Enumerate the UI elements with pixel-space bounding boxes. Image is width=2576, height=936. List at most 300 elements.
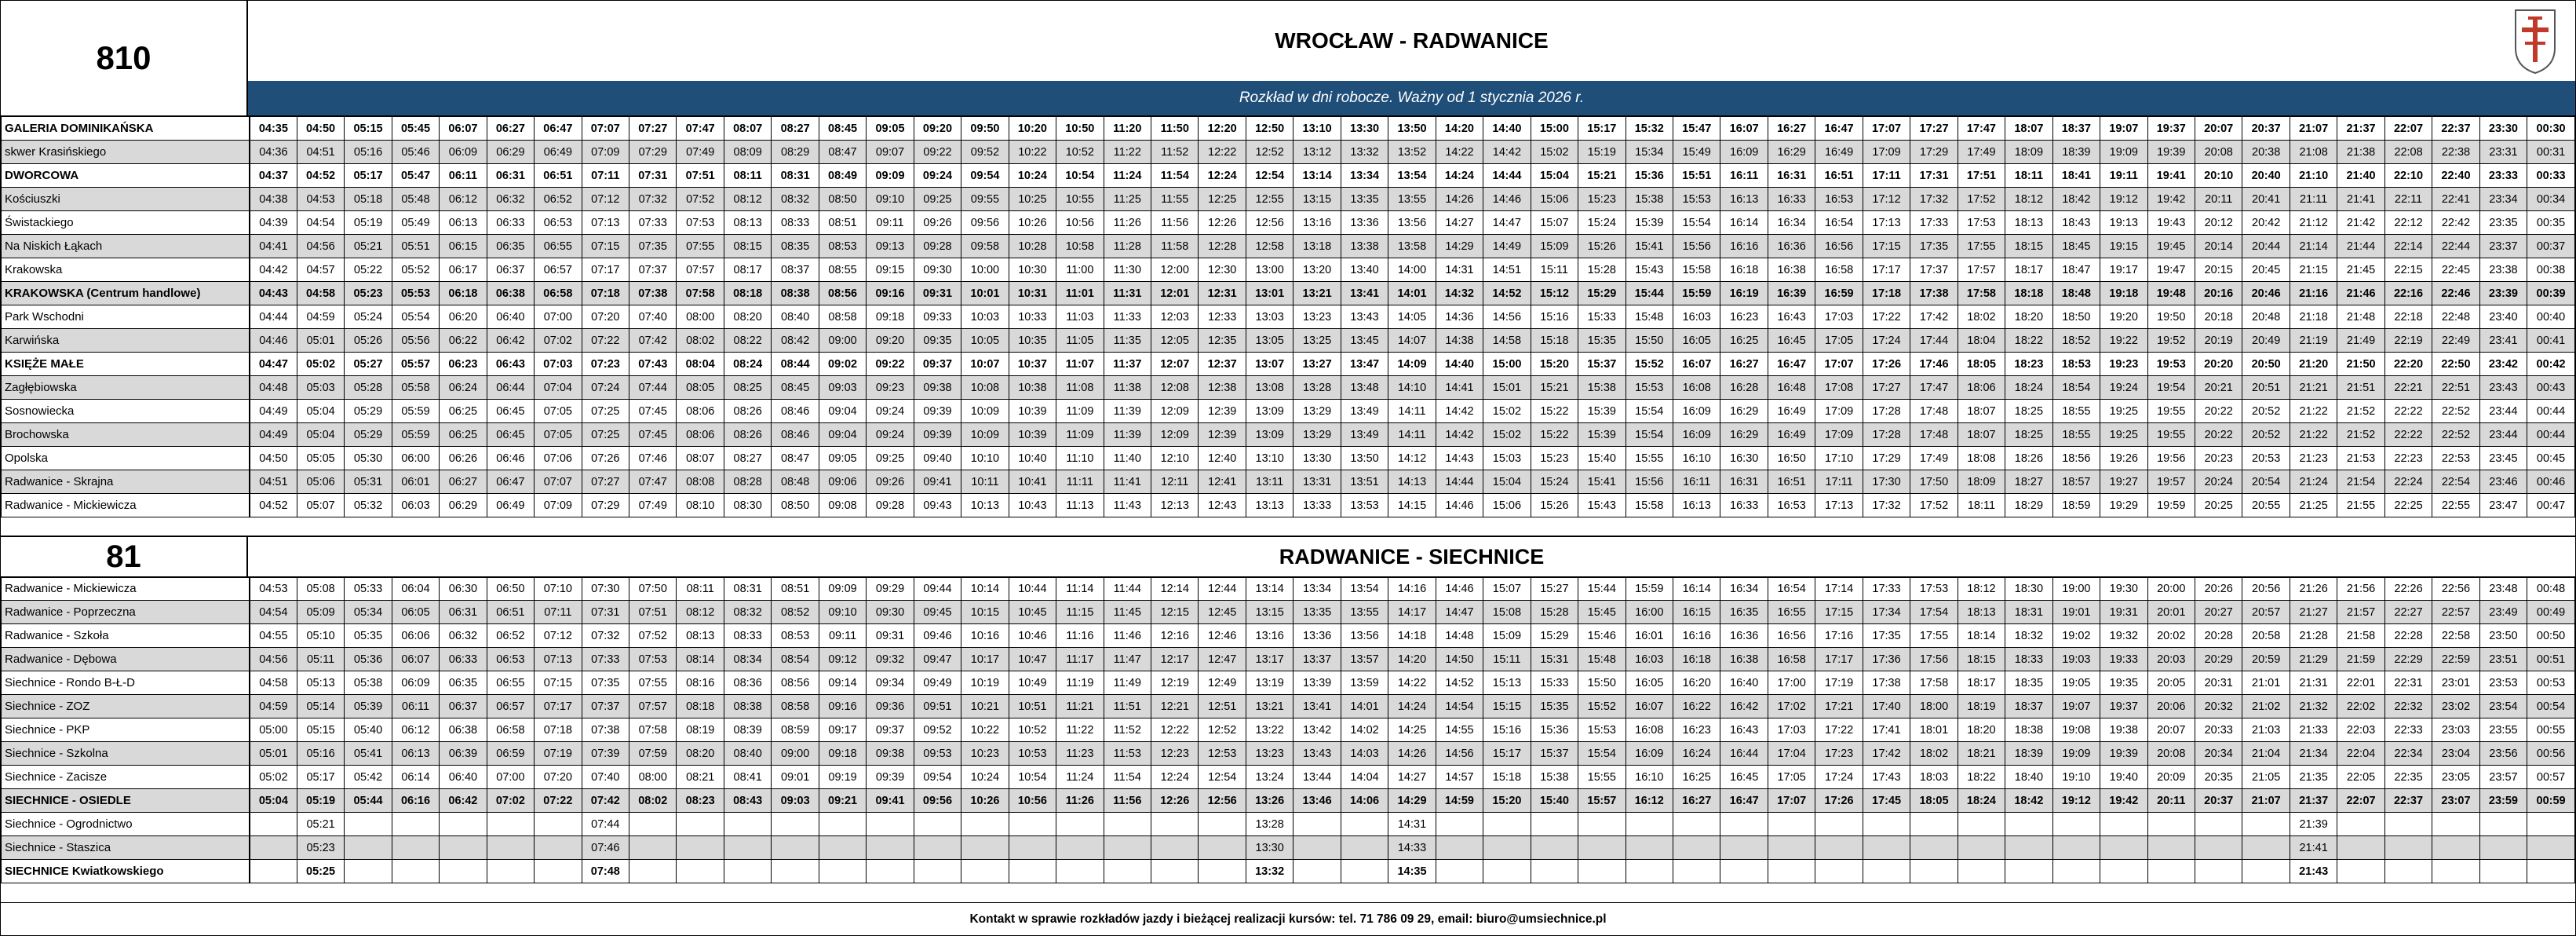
departure-time: 09:11 xyxy=(819,624,866,648)
departure-time: 21:22 xyxy=(2290,423,2337,447)
departure-time: 16:50 xyxy=(1768,447,1815,470)
departure-time: 06:29 xyxy=(440,494,487,517)
departure-time: 13:30 xyxy=(1293,447,1341,470)
departure-time: 14:09 xyxy=(1388,353,1436,376)
departure-time: 06:43 xyxy=(487,353,534,376)
departure-time: 16:13 xyxy=(1673,494,1720,517)
departure-time: 13:35 xyxy=(1341,188,1388,211)
departure-time: 06:15 xyxy=(440,235,487,258)
departure-time: 06:55 xyxy=(535,235,582,258)
departure-time: 17:27 xyxy=(1910,117,1958,141)
departure-time: 17:54 xyxy=(1910,601,1958,624)
departure-time: 05:16 xyxy=(297,742,344,766)
departure-time: 19:37 xyxy=(2100,695,2147,718)
departure-time: 13:56 xyxy=(1341,624,1388,648)
departure-time: 16:55 xyxy=(1768,601,1815,624)
departure-time: 13:29 xyxy=(1293,400,1341,423)
departure-time: 17:47 xyxy=(1958,117,2005,141)
departure-time: 06:46 xyxy=(487,447,534,470)
departure-time: 14:22 xyxy=(1388,671,1436,695)
departure-time: 17:08 xyxy=(1815,376,1863,400)
departure-time: 21:24 xyxy=(2290,470,2337,494)
departure-time: 06:49 xyxy=(487,494,534,517)
departure-time: 19:41 xyxy=(2147,164,2195,188)
departure-time: 13:50 xyxy=(1341,447,1388,470)
departure-time xyxy=(1958,813,2005,836)
departure-time: 15:43 xyxy=(1626,258,1673,282)
departure-time: 14:49 xyxy=(1483,235,1531,258)
departure-time: 06:00 xyxy=(392,447,439,470)
departure-time: 19:23 xyxy=(2100,353,2147,376)
departure-time: 06:45 xyxy=(487,400,534,423)
departure-time: 10:58 xyxy=(1056,235,1104,258)
departure-time: 10:30 xyxy=(1009,258,1056,282)
departure-time: 08:20 xyxy=(677,742,724,766)
departure-time: 16:07 xyxy=(1626,695,1673,718)
departure-time: 11:44 xyxy=(1104,577,1151,601)
departure-time: 07:17 xyxy=(582,258,629,282)
departure-time: 18:08 xyxy=(1958,447,2005,470)
departure-time: 09:36 xyxy=(867,695,914,718)
departure-time: 13:23 xyxy=(1293,305,1341,329)
departure-time: 15:16 xyxy=(1531,305,1578,329)
departure-time xyxy=(2147,813,2195,836)
departure-time: 17:56 xyxy=(1910,648,1958,671)
departure-time: 14:22 xyxy=(1436,141,1483,164)
departure-time: 16:34 xyxy=(1720,577,1768,601)
departure-time: 08:27 xyxy=(724,447,771,470)
departure-time: 14:47 xyxy=(1483,211,1531,235)
departure-time: 13:57 xyxy=(1341,648,1388,671)
departure-time xyxy=(1863,836,1910,860)
departure-time: 13:09 xyxy=(1246,400,1293,423)
departure-time: 08:28 xyxy=(724,470,771,494)
departure-time: 08:35 xyxy=(772,235,819,258)
departure-time: 15:23 xyxy=(1531,447,1578,470)
departure-time: 13:24 xyxy=(1246,766,1293,789)
departure-time: 09:28 xyxy=(867,494,914,517)
departure-time: 08:11 xyxy=(677,577,724,601)
departure-time: 05:16 xyxy=(345,141,392,164)
departure-time: 10:37 xyxy=(1009,353,1056,376)
departure-time: 15:53 xyxy=(1673,188,1720,211)
departure-time: 04:36 xyxy=(250,141,297,164)
departure-time: 17:34 xyxy=(1863,601,1910,624)
departure-time: 15:44 xyxy=(1626,282,1673,305)
departure-time xyxy=(2384,836,2432,860)
departure-time: 23:35 xyxy=(2479,211,2527,235)
departure-time: 06:39 xyxy=(440,742,487,766)
departure-time: 15:18 xyxy=(1483,766,1531,789)
departure-time: 18:37 xyxy=(2052,117,2100,141)
departure-time: 21:59 xyxy=(2337,648,2384,671)
departure-time: 10:09 xyxy=(961,400,1009,423)
departure-time: 10:43 xyxy=(1009,494,1056,517)
departure-time: 11:22 xyxy=(1056,718,1104,742)
departure-time: 18:11 xyxy=(1958,494,2005,517)
departure-time xyxy=(1768,860,1815,883)
departure-time: 14:06 xyxy=(1341,789,1388,813)
stop-name: Siechnice - ZOZ xyxy=(2,695,250,718)
departure-time: 15:38 xyxy=(1578,376,1626,400)
departure-time: 22:37 xyxy=(2432,117,2479,141)
departure-time: 05:31 xyxy=(345,470,392,494)
stop-name: Na Niskich Łąkach xyxy=(2,235,250,258)
departure-time: 07:00 xyxy=(535,305,582,329)
departure-time xyxy=(1531,813,1578,836)
departure-time: 07:04 xyxy=(535,376,582,400)
stop-name: Brochowska xyxy=(2,423,250,447)
departure-time: 13:18 xyxy=(1293,235,1341,258)
departure-time: 08:29 xyxy=(772,141,819,164)
departure-time: 16:09 xyxy=(1626,742,1673,766)
departure-time: 10:26 xyxy=(961,789,1009,813)
departure-time: 14:27 xyxy=(1388,766,1436,789)
departure-time: 17:15 xyxy=(1815,601,1863,624)
departure-time: 15:45 xyxy=(1578,601,1626,624)
stop-name: Siechnice - Ogrodnictwo xyxy=(2,813,250,836)
departure-time xyxy=(1056,836,1104,860)
departure-time: 08:48 xyxy=(772,470,819,494)
departure-time xyxy=(1673,836,1720,860)
departure-time: 20:24 xyxy=(2195,470,2242,494)
table-row xyxy=(2,447,2575,470)
departure-time xyxy=(961,836,1009,860)
departure-time: 18:26 xyxy=(2005,447,2052,470)
departure-time: 05:01 xyxy=(297,329,344,353)
departure-time: 22:50 xyxy=(2432,353,2479,376)
departure-time: 08:21 xyxy=(677,766,724,789)
departure-time: 17:52 xyxy=(1958,188,2005,211)
departure-time: 06:20 xyxy=(440,305,487,329)
departure-time: 15:38 xyxy=(1531,766,1578,789)
departure-time: 16:28 xyxy=(1720,376,1768,400)
table-row xyxy=(2,766,2575,789)
departure-time: 16:49 xyxy=(1768,423,1815,447)
table-row xyxy=(2,376,2575,400)
departure-time: 21:03 xyxy=(2242,718,2290,742)
departure-time: 12:08 xyxy=(1151,376,1199,400)
departure-time: 06:14 xyxy=(392,766,439,789)
departure-time: 04:50 xyxy=(297,117,344,141)
departure-time: 09:03 xyxy=(819,376,866,400)
departure-time: 13:30 xyxy=(1341,117,1388,141)
departure-time: 13:37 xyxy=(1293,648,1341,671)
departure-time: 13:43 xyxy=(1293,742,1341,766)
departure-time: 19:37 xyxy=(2147,117,2195,141)
departure-time: 08:06 xyxy=(677,423,724,447)
departure-time: 14:00 xyxy=(1388,258,1436,282)
departure-time: 10:51 xyxy=(1009,695,1056,718)
departure-time: 17:24 xyxy=(1863,329,1910,353)
departure-time: 22:51 xyxy=(2432,376,2479,400)
departure-time: 18:35 xyxy=(2005,671,2052,695)
table-row xyxy=(2,813,2575,836)
departure-time: 11:39 xyxy=(1104,423,1151,447)
departure-time: 13:15 xyxy=(1246,601,1293,624)
departure-time: 11:56 xyxy=(1151,211,1199,235)
departure-time xyxy=(2005,836,2052,860)
departure-time: 06:18 xyxy=(440,282,487,305)
departure-time: 07:27 xyxy=(629,117,677,141)
table-row xyxy=(2,305,2575,329)
departure-time: 12:26 xyxy=(1199,211,1246,235)
departure-time: 21:18 xyxy=(2290,305,2337,329)
departure-time: 22:07 xyxy=(2384,117,2432,141)
table-row xyxy=(2,400,2575,423)
departure-time: 18:33 xyxy=(2005,648,2052,671)
departure-time: 08:12 xyxy=(724,188,771,211)
departure-time: 15:00 xyxy=(1483,353,1531,376)
departure-time: 13:41 xyxy=(1341,282,1388,305)
line1-timetable xyxy=(1,116,2575,517)
departure-time: 09:52 xyxy=(914,718,961,742)
departure-time: 21:34 xyxy=(2290,742,2337,766)
departure-time: 14:52 xyxy=(1483,282,1531,305)
departure-time: 15:22 xyxy=(1531,423,1578,447)
departure-time: 10:14 xyxy=(961,577,1009,601)
departure-time: 11:56 xyxy=(1104,789,1151,813)
departure-time: 10:35 xyxy=(1009,329,1056,353)
departure-time: 12:39 xyxy=(1199,400,1246,423)
departure-time: 23:04 xyxy=(2432,742,2479,766)
departure-time: 17:18 xyxy=(1863,282,1910,305)
departure-time: 08:15 xyxy=(724,235,771,258)
departure-time: 06:33 xyxy=(487,211,534,235)
departure-time: 13:39 xyxy=(1293,671,1341,695)
departure-time: 12:30 xyxy=(1199,258,1246,282)
departure-time: 08:54 xyxy=(772,648,819,671)
departure-time: 23:54 xyxy=(2479,695,2527,718)
departure-time: 08:33 xyxy=(772,211,819,235)
departure-time: 17:22 xyxy=(1815,718,1863,742)
departure-time xyxy=(2147,836,2195,860)
departure-time: 12:51 xyxy=(1199,695,1246,718)
departure-time: 05:15 xyxy=(345,117,392,141)
departure-time: 13:32 xyxy=(1246,860,1293,883)
departure-time: 06:26 xyxy=(440,447,487,470)
departure-time: 14:50 xyxy=(1436,648,1483,671)
departure-time: 20:25 xyxy=(2195,494,2242,517)
departure-time: 08:58 xyxy=(819,305,866,329)
departure-time: 00:44 xyxy=(2527,423,2575,447)
departure-time: 10:52 xyxy=(1009,718,1056,742)
departure-time: 17:45 xyxy=(1863,789,1910,813)
departure-time: 07:11 xyxy=(582,164,629,188)
departure-time: 23:48 xyxy=(2479,577,2527,601)
departure-time: 13:49 xyxy=(1341,400,1388,423)
departure-time: 05:59 xyxy=(392,423,439,447)
departure-time: 20:03 xyxy=(2147,648,2195,671)
departure-time: 18:19 xyxy=(1958,695,2005,718)
departure-time: 05:26 xyxy=(345,329,392,353)
departure-time: 14:20 xyxy=(1388,648,1436,671)
departure-time: 16:27 xyxy=(1673,789,1720,813)
departure-time: 14:42 xyxy=(1436,400,1483,423)
departure-time: 07:10 xyxy=(535,577,582,601)
departure-time: 16:27 xyxy=(1768,117,1815,141)
departure-time: 15:46 xyxy=(1578,624,1626,648)
departure-time: 08:51 xyxy=(819,211,866,235)
departure-time: 22:34 xyxy=(2384,742,2432,766)
departure-time: 05:46 xyxy=(392,141,439,164)
departure-time: 08:32 xyxy=(724,601,771,624)
departure-time: 09:18 xyxy=(867,305,914,329)
departure-time xyxy=(2052,813,2100,836)
departure-time: 11:52 xyxy=(1104,718,1151,742)
departure-time: 07:06 xyxy=(535,447,582,470)
departure-time: 15:23 xyxy=(1578,188,1626,211)
departure-time: 07:58 xyxy=(677,282,724,305)
departure-time xyxy=(1578,860,1626,883)
departure-time: 18:25 xyxy=(2005,400,2052,423)
departure-time: 22:37 xyxy=(2384,789,2432,813)
departure-time: 16:05 xyxy=(1626,671,1673,695)
departure-time: 00:55 xyxy=(2527,718,2575,742)
departure-time: 12:22 xyxy=(1199,141,1246,164)
departure-time xyxy=(2527,860,2575,883)
departure-time xyxy=(1483,836,1531,860)
departure-time: 19:38 xyxy=(2100,718,2147,742)
departure-time: 09:43 xyxy=(914,494,961,517)
departure-time xyxy=(2242,836,2290,860)
departure-time: 10:22 xyxy=(961,718,1009,742)
departure-time: 07:33 xyxy=(629,211,677,235)
departure-time: 19:42 xyxy=(2147,188,2195,211)
departure-time: 05:36 xyxy=(345,648,392,671)
departure-time: 17:42 xyxy=(1910,305,1958,329)
departure-time: 16:18 xyxy=(1720,258,1768,282)
departure-time xyxy=(1910,860,1958,883)
departure-time: 09:23 xyxy=(867,376,914,400)
departure-time: 00:30 xyxy=(2527,117,2575,141)
departure-time: 19:52 xyxy=(2147,329,2195,353)
departure-time: 04:35 xyxy=(250,117,297,141)
departure-time: 08:04 xyxy=(677,353,724,376)
departure-time: 18:25 xyxy=(2005,423,2052,447)
departure-time: 09:49 xyxy=(914,671,961,695)
departure-time: 07:52 xyxy=(677,188,724,211)
departure-time: 09:51 xyxy=(914,695,961,718)
departure-time: 13:47 xyxy=(1341,353,1388,376)
stop-name: Sosnowiecka xyxy=(2,400,250,423)
departure-time: 22:46 xyxy=(2432,282,2479,305)
departure-time: 00:53 xyxy=(2527,671,2575,695)
departure-time: 09:44 xyxy=(914,577,961,601)
departure-time: 07:38 xyxy=(582,718,629,742)
departure-time: 00:43 xyxy=(2527,376,2575,400)
departure-time: 17:36 xyxy=(1863,648,1910,671)
departure-time: 18:02 xyxy=(1910,742,1958,766)
departure-time: 09:54 xyxy=(914,766,961,789)
departure-time: 19:13 xyxy=(2100,211,2147,235)
departure-time: 16:51 xyxy=(1815,164,1863,188)
departure-time: 15:33 xyxy=(1531,671,1578,695)
departure-time: 20:28 xyxy=(2195,624,2242,648)
departure-time: 21:16 xyxy=(2290,282,2337,305)
departure-time: 07:12 xyxy=(535,624,582,648)
departure-time: 07:24 xyxy=(582,376,629,400)
departure-time: 09:24 xyxy=(867,400,914,423)
departure-time: 09:30 xyxy=(867,601,914,624)
departure-time: 12:24 xyxy=(1199,164,1246,188)
departure-time: 15:06 xyxy=(1483,494,1531,517)
departure-time: 08:46 xyxy=(772,400,819,423)
departure-time: 13:16 xyxy=(1293,211,1341,235)
departure-time: 18:32 xyxy=(2005,624,2052,648)
departure-time xyxy=(2242,813,2290,836)
departure-time: 08:36 xyxy=(724,671,771,695)
departure-time: 15:56 xyxy=(1626,470,1673,494)
departure-time: 06:30 xyxy=(440,577,487,601)
departure-time: 07:20 xyxy=(535,766,582,789)
departure-time: 21:39 xyxy=(2290,813,2337,836)
departure-time: 20:23 xyxy=(2195,447,2242,470)
departure-time: 00:31 xyxy=(2527,141,2575,164)
departure-time: 07:57 xyxy=(629,695,677,718)
departure-time: 10:52 xyxy=(1056,141,1104,164)
departure-time: 19:43 xyxy=(2147,211,2195,235)
line1-title: WROCŁAW - RADWANICE xyxy=(1275,28,1549,53)
departure-time: 20:26 xyxy=(2195,577,2242,601)
departure-time: 06:07 xyxy=(392,648,439,671)
departure-time xyxy=(1815,836,1863,860)
departure-time: 17:33 xyxy=(1910,211,1958,235)
departure-time xyxy=(2195,860,2242,883)
departure-time: 07:40 xyxy=(582,766,629,789)
departure-time: 11:35 xyxy=(1104,329,1151,353)
departure-time: 00:33 xyxy=(2527,164,2575,188)
departure-time: 23:56 xyxy=(2479,742,2527,766)
departure-time: 12:56 xyxy=(1246,211,1293,235)
departure-time: 16:58 xyxy=(1815,258,1863,282)
departure-time xyxy=(1768,836,1815,860)
departure-time: 12:16 xyxy=(1151,624,1199,648)
departure-time: 19:42 xyxy=(2100,789,2147,813)
departure-time: 08:49 xyxy=(819,164,866,188)
departure-time: 19:12 xyxy=(2052,789,2100,813)
departure-time: 19:10 xyxy=(2052,766,2100,789)
departure-time: 18:23 xyxy=(2005,353,2052,376)
departure-time: 15:31 xyxy=(1531,648,1578,671)
departure-time: 20:01 xyxy=(2147,601,2195,624)
departure-time: 17:14 xyxy=(1815,577,1863,601)
departure-time: 09:32 xyxy=(867,648,914,671)
departure-time: 17:22 xyxy=(1863,305,1910,329)
departure-time: 13:56 xyxy=(1388,211,1436,235)
departure-time: 12:09 xyxy=(1151,400,1199,423)
departure-time: 15:58 xyxy=(1673,258,1720,282)
departure-time: 09:12 xyxy=(819,648,866,671)
departure-time: 22:55 xyxy=(2432,494,2479,517)
stop-name: GALERIA DOMINIKAŃSKA xyxy=(2,117,250,141)
departure-time: 10:05 xyxy=(961,329,1009,353)
departure-time: 22:21 xyxy=(2384,376,2432,400)
line2-number: 81 xyxy=(1,537,248,576)
departure-time: 20:32 xyxy=(2195,695,2242,718)
departure-time: 09:21 xyxy=(819,789,866,813)
departure-time: 17:44 xyxy=(1910,329,1958,353)
table-row xyxy=(2,423,2575,447)
departure-time: 14:32 xyxy=(1436,282,1483,305)
departure-time: 20:05 xyxy=(2147,671,2195,695)
departure-time: 20:50 xyxy=(2242,353,2290,376)
departure-time: 19:39 xyxy=(2100,742,2147,766)
departure-time: 15:20 xyxy=(1531,353,1578,376)
departure-time: 19:39 xyxy=(2147,141,2195,164)
departure-time: 13:38 xyxy=(1341,235,1388,258)
departure-time: 18:03 xyxy=(1910,766,1958,789)
